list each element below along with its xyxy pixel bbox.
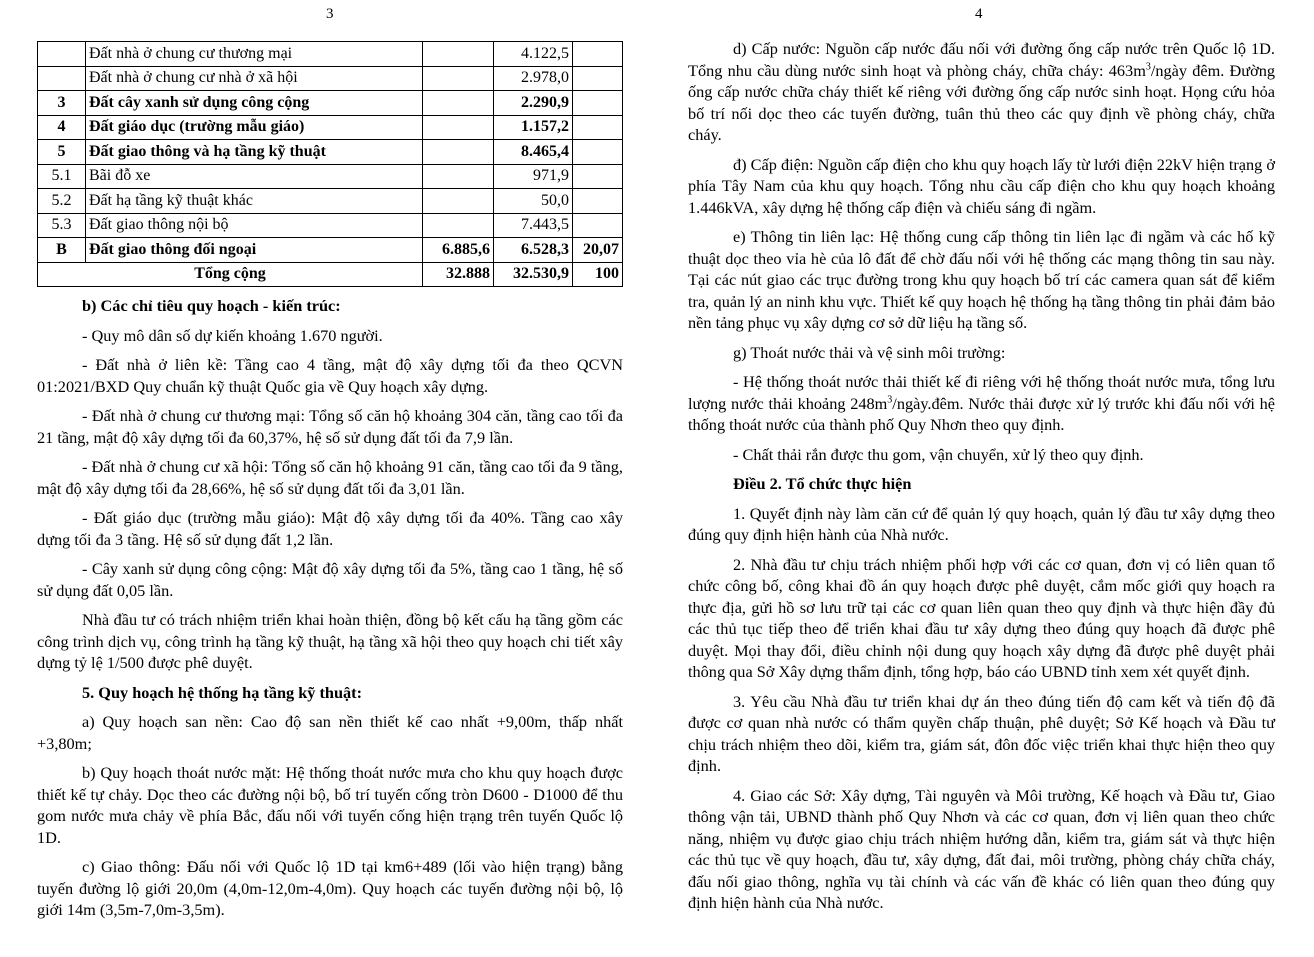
- article-2-heading: Điều 2. Tổ chức thực hiện: [733, 474, 912, 493]
- cell-a: [423, 66, 494, 91]
- table-total-row: [38, 262, 623, 287]
- cell-b: 4.122,5: [494, 42, 573, 67]
- paragraph-solid-waste: - Chất thải rắn được thu gom, vận chuyển, xử lý theo quy định.: [733, 444, 1144, 464]
- table-row: [38, 66, 623, 91]
- cell-b: 1.157,2: [494, 115, 573, 140]
- paragraph: - Đất giáo dục (trường mẫu giáo): Mật độ xây dựng tối đa 40%. Tầng cao xây dựng tối đa 3 tầng. Hệ số sử dụng đất 1,2 lần.: [37, 508, 623, 549]
- cell-no: 4: [38, 115, 86, 140]
- cell-a: 6.885,6: [423, 238, 494, 263]
- cell-a: [423, 213, 494, 238]
- table-row: [38, 238, 623, 263]
- cell-b: 2.290,9: [494, 91, 573, 116]
- land-use-table: [37, 41, 623, 287]
- table-row: [38, 115, 623, 140]
- paragraph-telecom: e) Thông tin liên lạc: Hệ thống cung cấp thông tin liên lạc đi ngầm và các hố kỹ thuật dọc theo vỉa hè của lô đất để chờ đấu nối với hệ thống các mạng thông tin sau này. Tại các nút giao các trục đường trong khu quy hoạch bố trí các camera quan sát để kiểm tra, quản lý an ninh khu vực. Thiết kế quy hoạch hệ thống hạ tầng thông tin phải đảm bảo nền tảng phục vụ xây dựng cơ sở dữ liệu hạ tầng số.: [688, 227, 1275, 332]
- cell-name: Bãi đỗ xe: [86, 164, 423, 189]
- table-row: [38, 164, 623, 189]
- cell-no: 5.1: [38, 164, 86, 189]
- cell-c: [573, 91, 623, 116]
- cell-b: 7.443,5: [494, 213, 573, 238]
- cell-c: [573, 42, 623, 67]
- table-row: [38, 91, 623, 116]
- cell-b: 8.465,4: [494, 140, 573, 165]
- paragraph-wastewater-heading: g) Thoát nước thải và vệ sinh môi trường:: [733, 342, 1006, 362]
- paragraph-power-supply: đ) Cấp điện: Nguồn cấp điện cho khu quy hoạch lấy từ lưới điện 22kV hiện trạng ở phía Tây Nam của khu quy hoạch. Tổng nhu cầu cấp điện cho khu quy hoạch khoảng 1.446kVA, xây dựng hệ thống cấp điện và chiếu sáng đi ngầm.: [688, 154, 1275, 217]
- cell-c: [573, 164, 623, 189]
- paragraph: b) Quy hoạch thoát nước mặt: Hệ thống thoát nước mưa cho khu quy hoạch được thiết kế tự chảy. Dọc theo các đường nội bộ, bố trí tuyến cống tròn D600 - D1000 để thu gom nước mưa chảy về phía Bắc, đấu nối với tuyến cống hiện trạng trên tuyến Quốc lộ 1D.: [37, 763, 623, 847]
- cell-name: Đất nhà ở chung cư nhà ở xã hội: [86, 66, 423, 91]
- cell-no: [38, 42, 86, 67]
- section-heading: b) Các chỉ tiêu quy hoạch - kiến trúc:: [82, 296, 341, 315]
- cell-no: [38, 66, 86, 91]
- cell-no: 5: [38, 140, 86, 165]
- table-row: [38, 213, 623, 238]
- cell-b: 6.528,3: [494, 238, 573, 263]
- cell-b: 971,9: [494, 164, 573, 189]
- cell-no: 5.2: [38, 189, 86, 214]
- cell-no: B: [38, 238, 86, 263]
- left-page-body: [37, 295, 623, 929]
- cell-c: 20,07: [573, 238, 623, 263]
- paragraph: c) Giao thông: Đấu nối với Quốc lộ 1D tại km6+489 (lối vào hiện trạng) bằng tuyến đường lộ giới 20,0m (4,0m-12,0m-4,0m). Quy hoạch các tuyến đường nội bộ, lộ giới 14m (3,5m-7,0m-3,5m).: [37, 857, 623, 919]
- cell-name: Đất giao thông và hạ tầng kỹ thuật: [86, 140, 423, 165]
- total-a: 32.888: [423, 262, 494, 287]
- cell-name: Đất giáo dục (trường mẫu giáo): [86, 115, 423, 140]
- page-number: 3: [326, 6, 334, 22]
- cell-c: [573, 140, 623, 165]
- paragraph: - Đất nhà ở chung cư thương mại: Tổng số căn hộ khoảng 304 căn, tầng cao tối đa 21 tầng, mật độ xây dựng tối đa 60,37%, hệ số sử dụng đất tối đa 7,9 lần.: [37, 406, 623, 447]
- cell-no: 3: [38, 91, 86, 116]
- cell-name: Đất cây xanh sử dụng công cộng: [86, 91, 423, 116]
- paragraph: Nhà đầu tư có trách nhiệm triển khai hoàn thiện, đồng bộ kết cấu hạ tầng gồm các công trình dịch vụ, công trình hạ tầng kỹ thuật, hạ tầng xã hội theo quy hoạch chi tiết xây dựng tỷ lệ 1/500 được phê duyệt.: [37, 610, 623, 672]
- paragraph-clause-4: 4. Giao các Sở: Xây dựng, Tài nguyên và Môi trường, Kế hoạch và Đầu tư, Giao thông vận tải, UBND thành phố Quy Nhơn và các cơ quan, đơn vị liên quan theo chức năng, nhiệm vụ được giao chịu trách nhiệm hướng dẫn, kiểm tra, giám sát và thực hiện các thủ tục về quy hoạch, đầu tư, xây dựng, đất đai, môi trường, phòng cháy chữa cháy, đấu nối giao thông, nghĩa vụ tài chính và các vấn đề khác có liên quan theo đúng quy định hiện hành của Nhà nước.: [688, 785, 1275, 912]
- total-b: 32.530,9: [494, 262, 573, 287]
- cell-c: [573, 189, 623, 214]
- cell-b: 2.978,0: [494, 66, 573, 91]
- paragraph: - Quy mô dân số dự kiến khoảng 1.670 người.: [82, 325, 383, 345]
- cell-name: Đất hạ tầng kỹ thuật khác: [86, 189, 423, 214]
- cell-a: [423, 42, 494, 67]
- table-row: [38, 189, 623, 214]
- paragraph: - Đất nhà ở liên kề: Tầng cao 4 tầng, mật độ xây dựng tối đa theo QCVN 01:2021/BXD Quy chuẩn kỹ thuật Quốc gia về Quy hoạch xây dựng.: [37, 355, 623, 396]
- cell-a: [423, 164, 494, 189]
- total-c: 100: [573, 262, 623, 287]
- cell-a: [423, 91, 494, 116]
- paragraph: a) Quy hoạch san nền: Cao độ san nền thiết kế cao nhất +9,00m, thấp nhất +3,80m;: [37, 712, 623, 753]
- right-page-body: [688, 38, 1275, 922]
- cell-name: Đất giao thông đối ngoại: [86, 238, 423, 263]
- section-heading: 5. Quy hoạch hệ thống hạ tầng kỹ thuật:: [82, 682, 363, 702]
- cell-c: [573, 115, 623, 140]
- cell-no: 5.3: [38, 213, 86, 238]
- paragraph: - Đất nhà ở chung cư xã hội: Tổng số căn hộ khoảng 91 căn, tầng cao tối đa 9 tầng, mật độ xây dựng tối đa 28,66%, hệ số sử dụng đất tối đa 3,01 lần.: [37, 457, 623, 498]
- cell-c: [573, 213, 623, 238]
- cell-c: [573, 66, 623, 91]
- cell-a: [423, 140, 494, 165]
- paragraph: - Cây xanh sử dụng công cộng: Mật độ xây dựng tối đa 5%, tầng cao 1 tầng, hệ số sử dụng đất 0,05 lần.: [37, 559, 623, 600]
- page-number: 4: [975, 6, 983, 22]
- table-row: [38, 42, 623, 67]
- document-page-4: [657, 0, 1314, 957]
- paragraph-water-supply: d) Cấp nước: Nguồn cấp nước đấu nối với đường ống cấp nước trên Quốc lộ 1D. Tổng nhu cầu dùng nước sinh hoạt và phòng cháy, chữa cháy: $463m^3$/ngày đêm. Đường ống cấp nước chữa cháy thiết kế riêng với đường ống cấp nước sinh hoạt. Họng cứu hỏa bố trí nối dọc theo các tuyến đường, tuân thủ theo các quy định về phòng cháy, chữa cháy.: [688, 39, 1275, 144]
- cell-name: Đất nhà ở chung cư thương mại: [86, 42, 423, 67]
- cell-a: [423, 115, 494, 140]
- cell-name: Đất giao thông nội bộ: [86, 213, 423, 238]
- paragraph-clause-3: 3. Yêu cầu Nhà đầu tư triển khai dự án theo đúng tiến độ cam kết và tiến độ đã được cơ quan nhà nước có thẩm quyền chấp thuận, phê duyệt; Sở Kế hoạch và Đầu tư chịu trách nhiệm theo dõi, kiểm tra, giám sát, đôn đốc việc triển khai thực hiện theo quy định.: [688, 691, 1275, 775]
- paragraph-clause-2: 2. Nhà đầu tư chịu trách nhiệm phối hợp với các cơ quan, đơn vị có liên quan tổ chức công bố, công khai đồ án quy hoạch được phê duyệt, cắm mốc giới quy hoạch ra thực địa, gửi hồ sơ lưu trữ tại các cơ quan liên quan theo quy định và thực hiện đầy đủ các thủ tục tiếp theo để triển khai đầu tư xây dựng theo đúng quy hoạch đã được phê duyệt. Mọi thay đổi, điều chỉnh nội dung quy hoạch xây dựng đã được phê duyệt phải thông qua Sở Xây dựng thẩm định, tổng hợp, báo cáo UBND tỉnh xem xét quyết định.: [688, 554, 1275, 681]
- total-label: Tổng cộng: [38, 262, 423, 287]
- paragraph-wastewater: - Hệ thống thoát nước thải thiết kế đi riêng với hệ thống thoát nước mưa, tổng lưu lượng nước thải khoảng $248m^3/ngày.đêm$. Nước thải được xử lý trước khi đấu nối với hệ thống thoát nước của thành phố Quy Nhơn theo quy định.: [688, 372, 1275, 434]
- paragraph-clause-1: 1. Quyết định này làm căn cứ để quản lý quy hoạch, quản lý đầu tư xây dựng theo đúng quy định hiện hành của Nhà nước.: [688, 503, 1275, 544]
- cell-a: [423, 189, 494, 214]
- cell-b: 50,0: [494, 189, 573, 214]
- table-row: [38, 140, 623, 165]
